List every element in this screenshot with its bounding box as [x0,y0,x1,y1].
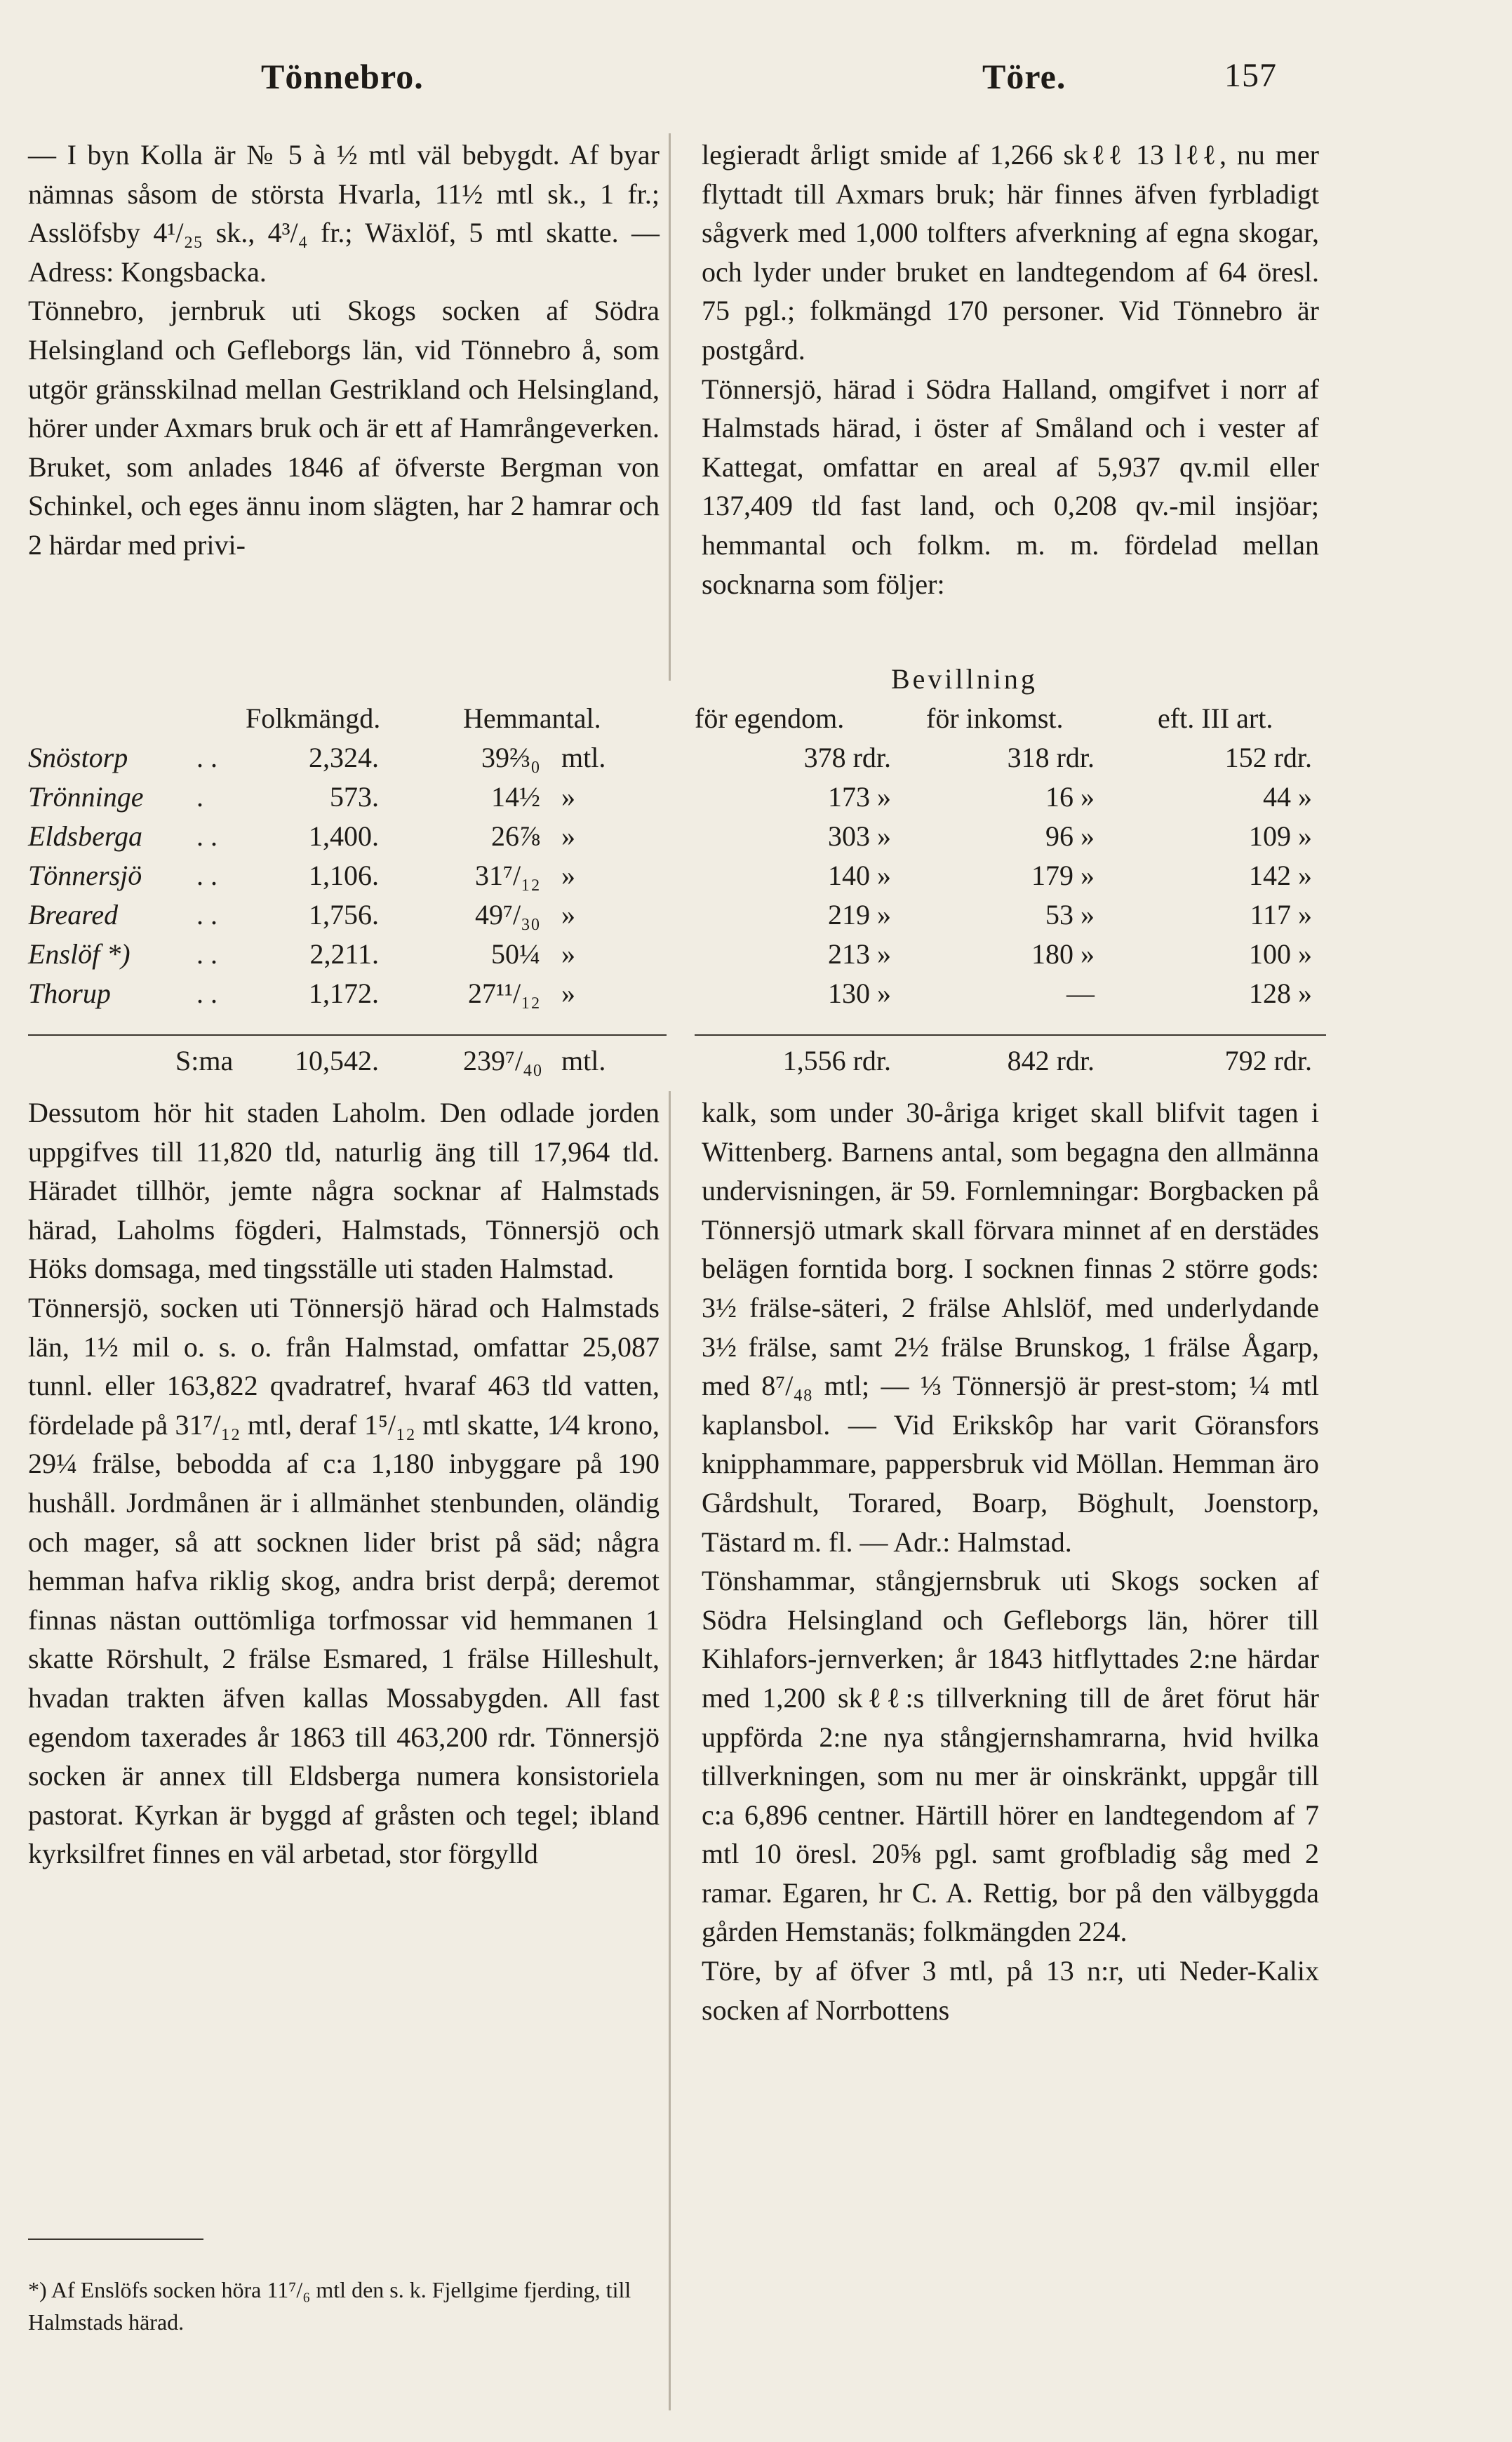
sum-row [28,1044,667,1083]
header-hemmantal: Hemmantal. [463,702,601,734]
left-column-top [28,135,660,565]
table-row [695,977,1326,1016]
sum-art: 792 rdr. [1224,1045,1312,1076]
inkomst-value: 96 » [1045,820,1095,852]
socken-name: Trönninge [28,781,144,813]
art-value: 128 » [1249,978,1312,1009]
table-header-row [28,702,667,741]
egendom-value: 378 rdr. [803,742,891,773]
paragraph: kalk, som under 30-åriga kriget skall blifvit tagen i Wittenberg. Barnens antal, som begagna den allmänna undervisningen, är 59. Fornlemningar: Borgbacken på Tönnersjö utmark skall förvara minnet af en derstädes belägen forntida borg. I socknen finnas 2 större gods: 3½ frälse-säteri, 2 frälse Ahlslöf, med underlydande 3½ frälse, samt 2½ frälse Brunskog, 1 frälse Ågarp, med 8⁷/₄₈ mtl; — ⅓ Tönnersjö är prest-stom; ¼ mtl kaplansbol. — Vid Erikskôp har varit Göransfors knipphammare, pappersbruk vid Möllan. Hemman äro Gårdshult, Torared, Boarp, Böghult, Joenstorp, Tästard m. fl. — Adr.: Halmstad. [702,1097,1319,1558]
footnote: *) Af Enslöfs socken höra 11⁷/₆ mtl den s. k. Fjellgime fjerding, till Halmstads härad. [28,2277,631,2335]
hemmantal-value: 50¼ [491,938,540,970]
sum-row [695,1044,1326,1083]
paragraph: Tönnersjö, härad i Södra Halland, omgifvet i norr af Halmstads härad, i öster af Småland och i vester af Kattegat, omfattar en areal af 5,937 qv.mil eller 137,409 tld fast land, och 0,208 qv.-mil insjöar; hemmantal och folkm. m. m. fördelad mellan socknarna som följer: [702,373,1319,600]
header-egendom: för egendom. [695,702,845,734]
leader-dots: . . [196,978,218,1009]
unit-label: » [561,781,575,813]
unit-label: » [561,860,575,891]
egendom-value: 173 » [828,781,891,813]
art-value: 100 » [1249,938,1312,970]
socken-name: Snöstorp [28,742,128,773]
hemmantal-value: 26⅞ [491,820,540,852]
sum-hem: 239⁷/₄₀ [463,1045,542,1076]
sum-inkomst: 842 rdr. [1007,1045,1095,1076]
paragraph: Töre, by af öfver 3 mtl, på 13 n:r, uti Neder-Kalix socken af Norrbottens [702,1955,1319,2026]
art-value: 117 » [1250,899,1312,930]
egendom-value: 303 » [828,820,891,852]
table-title-row [695,662,1326,702]
column-divider-top [669,133,671,681]
page-number: 157 [1224,57,1277,94]
socken-name: Thorup [28,978,111,1009]
table-row [28,741,667,780]
socken-name: Enslöf *) [28,938,131,970]
inkomst-value: 16 » [1045,781,1095,813]
table-title: Bevillning [891,663,1038,695]
socken-name: Eldsberga [28,820,142,852]
egendom-value: 213 » [828,938,891,970]
table-header-row [695,702,1326,741]
unit-label: » [561,978,575,1009]
header-left-word: Tönnebro. [261,57,424,96]
folkmangd-value: 1,106. [309,860,379,891]
folkmangd-value: 2,324. [309,742,379,773]
header-folkmangd: Folkmängd. [246,702,381,734]
leader-dots: . . [196,899,218,930]
right-column-bottom [702,1093,1319,2029]
paragraph: — I byn Kolla är № 5 à ½ mtl väl bebygdt. Af byar nämnas såsom de största Hvarla, 11½ mtl sk., 1 fr.; Asslöfsby 4¹/₂₅ sk., 4³/₄ fr.; Wäxlöf, 5 mtl skatte. — Adress: Kongsbacka. [28,139,660,288]
header-right-word: Töre. [982,57,1066,96]
inkomst-value: 318 rdr. [1007,742,1095,773]
unit-label: » [561,899,575,930]
table-row [28,938,667,977]
running-header [0,56,1512,112]
leader-dots: . . [196,742,218,773]
leader-dots: . . [196,860,218,891]
art-value: 142 » [1249,860,1312,891]
socken-name: Tönnersjö [28,860,142,891]
egendom-value: 219 » [828,899,891,930]
table-row [695,938,1326,977]
leader-dots: . [196,781,203,813]
inkomst-value: — [1066,978,1095,1009]
sum-pop: 10,542. [295,1045,379,1076]
leader-dots: . . [196,938,218,970]
hemmantal-value: 31⁷/₁₂ [475,860,540,891]
egendom-value: 130 » [828,978,891,1009]
table-row [28,859,667,898]
header-art: eft. III art. [1158,702,1273,734]
paragraph: Tönshammar, stångjernsbruk uti Skogs socken af Södra Helsingland och Gefleborgs län, hörer till Kihlafors-jernverken; år 1843 hitflyttades 2:ne härdar med 1,200 skℓℓ:s tillverkning till de året förut här uppförda 2:ne nya stångjernshamrarna, hvid hvilka tillverkningen, som nu mer är oinskränkt, uppgår till c:a 6,896 centner. Härtill hörer en landtegendom af 7 mtl 10 öresl. 20⅝ pgl. samt grofbladig såg med 2 ramar. Egaren, hr C. A. Rettig, bor på den välbyggda gården Hemstanäs; folkmängden 224. [702,1565,1319,1948]
folkmangd-value: 2,211. [309,938,379,970]
unit-label: » [561,820,575,852]
unit-label: » [561,938,575,970]
inkomst-value: 180 » [1031,938,1095,970]
unit-label: mtl. [561,742,606,773]
paragraph: Dessutom hör hit staden Laholm. Den odlade jorden uppgifves till 11,820 tld, naturlig äng till 17,964 tld. Häradet tillhör, jemte några socknar af Halmstads härad, Laholms fögderi, Halmstads, Tönnersjö och Höks domsaga, med tingsställe uti staden Halmstad. [28,1097,660,1285]
art-value: 109 » [1249,820,1312,852]
art-value: 44 » [1263,781,1312,813]
table-row [695,741,1326,780]
egendom-value: 140 » [828,860,891,891]
inkomst-value: 53 » [1045,899,1095,930]
table-row [28,820,667,859]
inkomst-value: 179 » [1031,860,1095,891]
table-row [695,820,1326,859]
hemmantal-value: 14½ [491,781,540,813]
paragraph: Tönnersjö, socken uti Tönnersjö härad och Halmstads län, 1½ mil o. s. o. från Halmstad, omfattar 25,087 tunnl. eller 163,822 qvadratref, hvaraf 463 tld vatten, fördelade på 31⁷/₁₂ mtl, deraf 1⁵/₁₂ mtl skatte, 1⁄4 krono, 29¼ frälse, bebodda af c:a 1,180 inbyggare på 190 hushåll. Jordmånen är i allmänhet stenbunden, oländig och mager, så att socknen lider brist på säd; några hemman hafva riklig skog, andra brist derpå; deremot finnas nästan outtömliga torfmossar vid hemmanen 1 skatte Rörshult, 2 frälse Esmared, 1 frälse Hilleshult, hvadan trakten äfven kallas Mossabygden. All fast egendom taxerades år 1863 till 463,200 rdr. Tönnersjö socken är annex till Eldsberga numera konsistoriela pastorat. Kyrkan är byggd af gråsten och tegel; ibland kyrksilfret finnes en väl arbetad, stor förgylld [28,1291,660,1870]
folkmangd-value: 1,172. [309,978,379,1009]
socken-name: Breared [28,899,119,930]
table-row [28,898,667,938]
folkmangd-value: 1,756. [309,899,379,930]
column-divider-bottom [669,1091,671,2410]
right-column-top [702,135,1319,603]
sum-rule [28,1034,667,1036]
leader-dots: . . [196,820,218,852]
hemmantal-value: 27¹¹/₁₂ [468,978,540,1009]
table-row [695,859,1326,898]
sum-label: S:ma [175,1045,234,1076]
sum-egendom: 1,556 rdr. [782,1045,891,1076]
hemmantal-value: 39⅔₀ [481,742,540,773]
hemmantal-value: 49⁷/₃₀ [475,899,540,930]
art-value: 152 rdr. [1224,742,1312,773]
header-inkomst: för inkomst. [926,702,1064,734]
table-row [28,977,667,1016]
paragraph: Tönnebro, jernbruk uti Skogs socken af Södra Helsingland och Gefleborgs län, vid Tönnebro å, som utgör gränsskilnad mellan Gestrikland och Helsingland, hörer under Axmars bruk och är ett af Hamrångeverken. Bruket, som anlades 1846 af öfverste Bergman von Schinkel, och eges ännu inom slägten, har 2 hamrar och 2 härdar med privi- [28,295,660,561]
table-row [28,780,667,820]
left-column-bottom [28,1093,660,1874]
folkmangd-value: 573. [330,781,379,813]
table-row [695,898,1326,938]
table-row [695,780,1326,820]
sum-rule [695,1034,1326,1036]
footnote-rule [28,2238,203,2240]
folkmangd-value: 1,400. [309,820,379,852]
paragraph: legieradt årligt smide af 1,266 skℓℓ 13 lℓℓ, nu mer flyttadt till Axmars bruk; här finnes äfven fyrbladigt sågverk med 1,000 tolfters afverkning af egna skogar, och lyder under bruket en landtegendom af 64 öresl. 75 pgl.; folkmängd 170 personer. Vid Tönnebro är postgård. [702,139,1319,366]
sum-unit: mtl. [561,1045,606,1076]
